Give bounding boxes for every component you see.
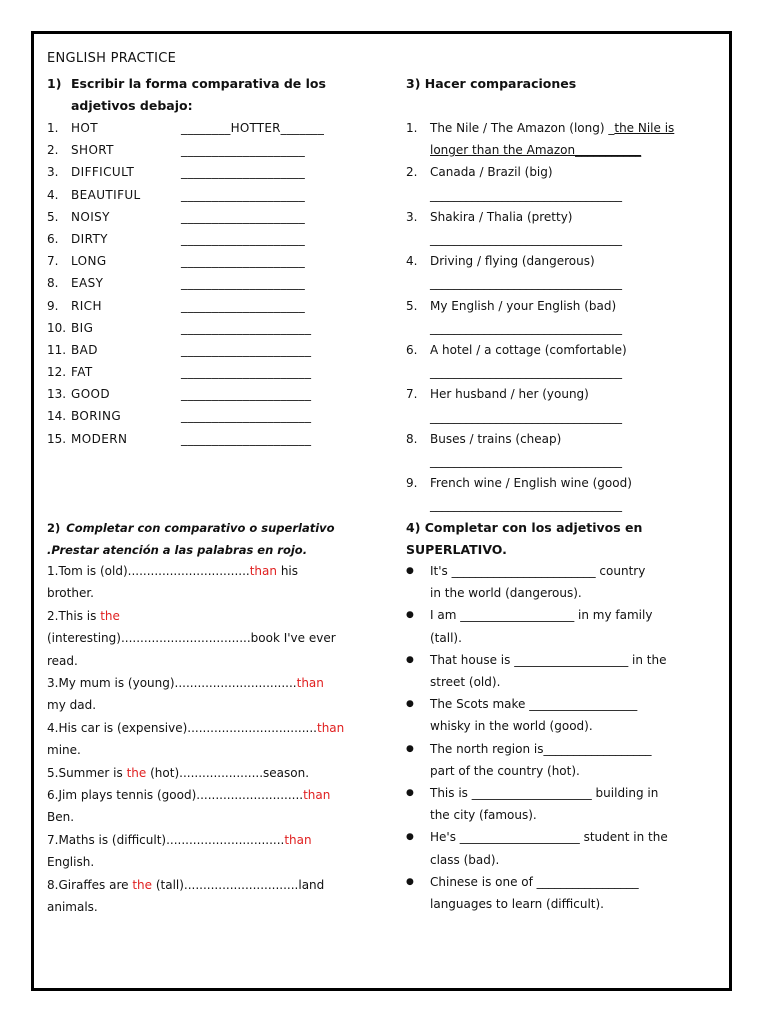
- sentence-line: languages to learn (difficult).: [430, 897, 604, 912]
- item-body: [430, 649, 666, 693]
- item-body: [430, 383, 622, 427]
- answer-blank[interactable]: ________________________________: [430, 320, 622, 335]
- adjective: BORING: [71, 409, 122, 424]
- question-text: My English / your English (bad): [430, 298, 617, 313]
- list-item: [47, 339, 377, 361]
- keyword-red: than: [303, 788, 331, 803]
- item-number: 9.: [47, 298, 59, 313]
- list-item: [406, 161, 706, 205]
- answer-blank[interactable]: _____________________: [181, 320, 312, 335]
- sentence-line: [47, 806, 367, 828]
- item-body: [430, 250, 622, 294]
- answer-blank[interactable]: ________HOTTER_______: [181, 121, 325, 135]
- list-item: [406, 560, 726, 604]
- list-item: [406, 250, 706, 294]
- item-number: 1.: [47, 121, 59, 135]
- sentence-line: It's ________________________ country: [430, 564, 646, 578]
- question-text: Buses / trains (cheap): [430, 431, 562, 446]
- adjective: BAD: [71, 342, 98, 357]
- list-item: [406, 604, 726, 648]
- answer-blank[interactable]: ____________________: [181, 143, 305, 158]
- section4-heading: [406, 517, 726, 561]
- sentence-text: (interesting)..................................book I've ever: [47, 631, 336, 646]
- adjective: RICH: [71, 298, 102, 313]
- section1-list: [47, 117, 377, 450]
- list-item: [406, 339, 706, 383]
- list-item: [47, 428, 377, 450]
- section4-heading-line1: 4) Completar con los adjetivos en: [406, 520, 643, 535]
- answer-blank[interactable]: ________________________________: [430, 276, 622, 291]
- sentence-text: (hot)......................season.: [146, 765, 310, 780]
- item-body: [430, 693, 637, 737]
- list-item: [406, 295, 706, 339]
- adjective: EASY: [71, 276, 104, 291]
- answer-blank[interactable]: ____________________: [181, 165, 305, 180]
- sentence-text: 1.Tom is (old)................................: [47, 564, 250, 578]
- item-number: 13.: [47, 387, 67, 402]
- item-body: [430, 782, 658, 826]
- keyword-red: the: [100, 608, 120, 623]
- list-item: [47, 272, 377, 294]
- section3-list: [406, 117, 706, 517]
- question: [430, 250, 622, 272]
- bullet-icon: ●: [406, 832, 414, 843]
- item-body: [430, 604, 652, 648]
- sentence-line: in the world (dangerous).: [430, 586, 582, 601]
- list-item: [406, 383, 706, 427]
- item-body: [430, 871, 639, 915]
- sentence-text: my dad.: [47, 698, 97, 713]
- sentence-text: 8.Giraffes are: [47, 877, 133, 892]
- list-item: [47, 405, 377, 427]
- item-body: [430, 826, 668, 870]
- list-item: [406, 782, 726, 826]
- keyword-red: than: [296, 676, 324, 691]
- sentence-text: 2.This is: [47, 608, 101, 623]
- answer-blank[interactable]: ____________________: [181, 298, 305, 313]
- answer-blank[interactable]: longer than the Amazon___________: [430, 143, 642, 158]
- adjective: BEAUTIFUL: [71, 187, 141, 202]
- adjective: DIRTY: [71, 231, 108, 246]
- sentence-text: Ben.: [47, 810, 75, 825]
- question-text: French wine / English wine (good): [430, 476, 632, 491]
- item-number: 7.: [406, 387, 418, 402]
- adjective: GOOD: [71, 387, 111, 402]
- list-item: [406, 738, 726, 782]
- sentence-text: 3.My mum is (young)................................: [47, 676, 297, 691]
- adjective: MODERN: [71, 431, 128, 446]
- bullet-icon: ●: [406, 610, 414, 621]
- section2-heading-line2: .Prestar atención a las palabras en rojo.: [47, 543, 308, 557]
- item-number: 2.: [406, 165, 418, 180]
- sentence-text: 7.Maths is (difficult)...............................: [47, 832, 285, 847]
- question: [430, 339, 627, 361]
- sentence-line: [47, 582, 367, 604]
- sentence-line: The north region is__________________: [430, 741, 652, 756]
- list-item: [47, 139, 377, 161]
- item-number: 3.: [47, 165, 59, 180]
- sentence-line: whisky in the world (good).: [430, 719, 593, 734]
- answer-blank[interactable]: ________________________________: [430, 232, 622, 247]
- sentence-line: The Scots make __________________: [430, 697, 638, 712]
- sentence-line: This is ____________________ building in: [430, 786, 659, 801]
- list-item: [47, 383, 377, 405]
- bullet-icon: ●: [406, 743, 414, 754]
- list-item: [47, 161, 377, 183]
- sentence-line: He's ____________________ student in the: [430, 830, 668, 845]
- item-number: 8.: [406, 431, 418, 446]
- question: [430, 428, 622, 450]
- list-item: [47, 250, 377, 272]
- sentence-line: class (bad).: [430, 852, 500, 867]
- answer-blank[interactable]: ____________________: [181, 254, 305, 269]
- item-number: 11.: [47, 342, 67, 357]
- sentence-line: Chinese is one of _________________: [430, 874, 639, 889]
- adjective: BIG: [71, 320, 94, 335]
- question-text: Canada / Brazil (big): [430, 165, 553, 180]
- answer-blank[interactable]: _____________________: [181, 342, 312, 357]
- sentence-text: mine.: [47, 743, 81, 758]
- sentence-line: part of the country (hot).: [430, 763, 580, 778]
- item-number: 6.: [406, 343, 418, 358]
- section4-list: [406, 560, 726, 915]
- question: [430, 117, 674, 139]
- sentence-line: [47, 874, 367, 896]
- list-item: [47, 295, 377, 317]
- answer-blank[interactable]: ________________________________: [430, 409, 622, 424]
- item-body: [430, 117, 674, 161]
- item-number: 5.: [406, 298, 418, 313]
- answer-blank[interactable]: ________________________________: [430, 365, 622, 380]
- item-number: 6.: [47, 231, 59, 246]
- sentence-line: [47, 650, 367, 672]
- sentence-line: [47, 627, 367, 649]
- item-number: 12.: [47, 365, 67, 380]
- section3-heading: 3) Hacer comparaciones: [406, 76, 577, 91]
- keyword-red: the: [126, 765, 147, 780]
- question-text: Shakira / Thalia (pretty): [430, 209, 573, 224]
- question-text: A hotel / a cottage (comfortable): [430, 343, 627, 358]
- adjective: NOISY: [71, 209, 110, 224]
- list-item: [47, 184, 377, 206]
- item-number: 7.: [47, 254, 59, 269]
- sentence-text: (tall)..............................land: [152, 877, 325, 892]
- sentence-line: [47, 762, 367, 784]
- sentence-line: [47, 717, 367, 739]
- sentence-line: That house is ___________________ in the: [430, 652, 667, 667]
- section2-heading-line1: Completar con comparativo o superlativo: [66, 521, 335, 535]
- item-number: 15.: [47, 431, 67, 446]
- list-item: [47, 117, 377, 139]
- item-number: 2.: [47, 143, 59, 158]
- section4-heading-line2: SUPERLATIVO.: [406, 542, 507, 557]
- item-number: 10.: [47, 320, 67, 335]
- sentence-text: read.: [47, 653, 78, 668]
- sentence-text: animals.: [47, 900, 98, 915]
- list-item: [406, 871, 726, 915]
- list-item: [406, 117, 706, 161]
- answer-blank[interactable]: ____________________: [181, 209, 305, 224]
- sentence-line: [47, 851, 367, 873]
- list-item: [47, 206, 377, 228]
- question-text: Her husband / her (young): [430, 387, 589, 402]
- answer-blank[interactable]: ________________________________: [430, 454, 622, 469]
- section2-heading: [47, 517, 367, 561]
- item-body: [430, 295, 622, 339]
- item-body: [430, 339, 627, 383]
- section1-heading: [47, 73, 377, 117]
- bullet-icon: ●: [406, 654, 414, 665]
- section2-number: 2): [47, 521, 61, 535]
- answer-blank[interactable]: ____________________: [181, 276, 305, 291]
- bullet-icon: ●: [406, 876, 414, 887]
- adjective: SHORT: [71, 143, 114, 158]
- answer-blank[interactable]: _____________________: [181, 409, 312, 424]
- list-item: [406, 693, 726, 737]
- sentence-text: brother.: [47, 586, 94, 601]
- item-body: [430, 161, 622, 205]
- item-number: 4.: [406, 254, 418, 269]
- item-body: [430, 560, 645, 604]
- sentence-line: I am ___________________ in my family: [430, 608, 653, 623]
- answer-blank[interactable]: ____________________: [181, 231, 305, 246]
- section2-list: [47, 560, 367, 919]
- keyword-red: the: [132, 877, 153, 892]
- bullet-icon: ●: [406, 699, 414, 710]
- list-item: [47, 228, 377, 250]
- item-number: 9.: [406, 476, 418, 491]
- sentence-line: [47, 605, 367, 627]
- sentence-text: 6.Jim plays tennis (good)............................: [47, 788, 304, 803]
- sentence-text: 4.His car is (expensive)..................................: [47, 720, 317, 735]
- question: [430, 295, 622, 317]
- item-number: 8.: [47, 276, 59, 291]
- sentence-text: English.: [47, 855, 95, 870]
- question-text: The Nile / The Amazon (long) _: [430, 121, 615, 135]
- question: [430, 472, 632, 494]
- question: [430, 161, 622, 183]
- item-body: [430, 472, 632, 516]
- item-number: 1.: [406, 121, 418, 135]
- sentence-text: 5.Summer is: [47, 765, 127, 780]
- sentence-line: [47, 829, 367, 851]
- bullet-icon: ●: [406, 566, 414, 576]
- answer-blank[interactable]: ________________________________: [430, 498, 622, 513]
- question: [430, 383, 622, 405]
- sentence-line: the city (famous).: [430, 808, 537, 823]
- list-item: [406, 826, 726, 870]
- section1-number: 1): [47, 76, 62, 91]
- sentence-line: [47, 560, 367, 582]
- sentence-text: his: [277, 564, 299, 578]
- adjective: FAT: [71, 365, 93, 380]
- item-body: [430, 428, 622, 472]
- keyword-red: than: [316, 720, 345, 735]
- answer-blank[interactable]: ____________________: [181, 187, 305, 202]
- answer-blank[interactable]: _____________________: [181, 365, 312, 380]
- adjective: DIFFICULT: [71, 165, 135, 180]
- item-body: [430, 738, 652, 782]
- item-number: 14.: [47, 409, 67, 424]
- sentence-line: street (old).: [430, 675, 501, 690]
- sentence-line: [47, 784, 367, 806]
- question-text: Driving / flying (dangerous): [430, 254, 595, 269]
- list-item: [406, 428, 706, 472]
- sentence-line: [47, 896, 367, 918]
- item-body: [430, 206, 622, 250]
- list-item: [47, 317, 377, 339]
- sentence-line: (tall).: [430, 630, 462, 645]
- answer-blank[interactable]: ________________________________: [430, 187, 622, 202]
- question: [430, 206, 622, 228]
- list-item: [47, 361, 377, 383]
- keyword-red: than: [284, 832, 312, 847]
- answer-text: the Nile is: [614, 121, 675, 135]
- item-number: 3.: [406, 209, 418, 224]
- keyword-red: than: [249, 564, 277, 578]
- sentence-line: [47, 672, 367, 694]
- section1-heading-line1: Escribir la forma comparativa de los: [71, 76, 326, 91]
- list-item: [406, 206, 706, 250]
- item-number: 4.: [47, 187, 59, 202]
- sentence-line: [47, 694, 367, 716]
- adjective: LONG: [71, 254, 107, 269]
- list-item: [406, 649, 726, 693]
- item-number: 5.: [47, 209, 59, 224]
- answer-blank[interactable]: _____________________: [181, 387, 312, 402]
- adjective: HOT: [71, 121, 98, 135]
- section1-heading-line2: adjetivos debajo:: [71, 98, 193, 113]
- page-title: ENGLISH PRACTICE: [47, 51, 177, 66]
- answer-blank[interactable]: _____________________: [181, 431, 312, 446]
- bullet-icon: ●: [406, 788, 414, 799]
- sentence-line: [47, 739, 367, 761]
- list-item: [406, 472, 706, 516]
